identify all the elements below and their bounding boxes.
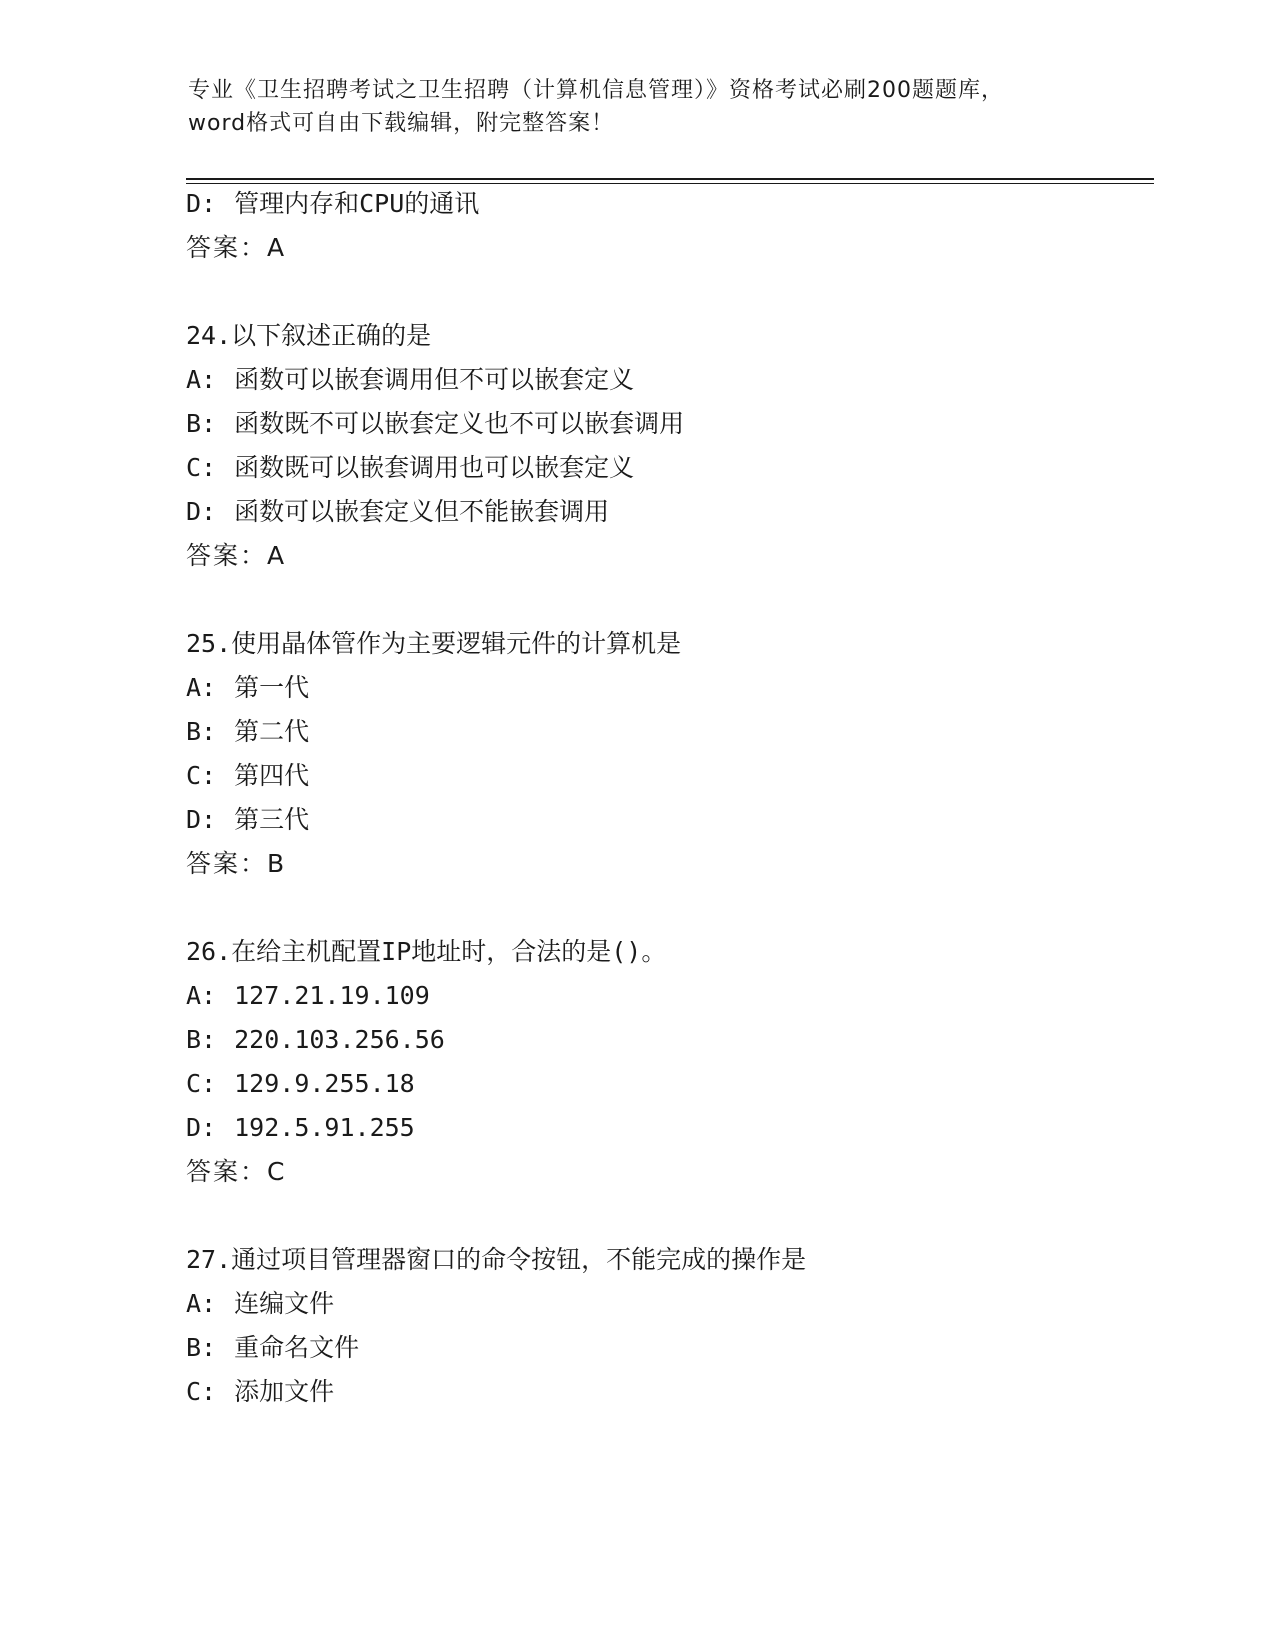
option-text: 连编文件 (234, 1289, 335, 1318)
option-text: 函数可以嵌套定义但不能嵌套调用 (234, 497, 610, 526)
question-25-option-d (186, 804, 309, 836)
question-25-option-b (186, 716, 309, 748)
option-label: C: (186, 761, 217, 790)
option-text: 192.5.91.255 (234, 1113, 415, 1142)
question-26-answer: 答案：C (186, 1157, 287, 1186)
question-25-answer: 答案：B (186, 849, 287, 878)
option-text: 第四代 (234, 761, 310, 790)
question-26-option-b (186, 1024, 445, 1056)
option-label: B: (186, 409, 217, 438)
question-26-option-a (186, 980, 430, 1012)
option-text: 管理内存和CPU的通讯 (234, 189, 480, 218)
prev-answer: 答案：A (186, 233, 287, 262)
option-label: A: (186, 1289, 217, 1318)
option-text: 函数可以嵌套调用但不可以嵌套定义 (234, 365, 635, 394)
document-header (188, 74, 1088, 140)
question-26-stem: 26.在给主机配置IP地址时，合法的是()。 (186, 937, 667, 966)
question-24-stem: 24.以下叙述正确的是 (186, 321, 432, 350)
question-27-option-b (186, 1332, 359, 1364)
option-text: 220.103.256.56 (234, 1025, 445, 1054)
question-25-option-c (186, 760, 309, 792)
header-divider (186, 178, 1154, 180)
option-text: 重命名文件 (234, 1333, 360, 1362)
option-label: D: (186, 189, 217, 218)
option-text: 第三代 (234, 805, 310, 834)
option-text: 127.21.19.109 (234, 981, 430, 1010)
option-label: A: (186, 981, 217, 1010)
option-label: B: (186, 717, 217, 746)
option-label: D: (186, 497, 217, 526)
question-24-answer: 答案：A (186, 541, 287, 570)
option-label: C: (186, 1377, 217, 1406)
option-label: D: (186, 1113, 217, 1142)
question-26-option-d (186, 1112, 415, 1144)
question-27-option-a (186, 1288, 334, 1320)
option-label: C: (186, 1069, 217, 1098)
option-text: 添加文件 (234, 1377, 335, 1406)
option-text: 第二代 (234, 717, 310, 746)
question-25-option-a (186, 672, 309, 704)
prev-option-d (186, 188, 479, 220)
option-label: D: (186, 805, 217, 834)
option-label: A: (186, 673, 217, 702)
option-label: B: (186, 1025, 217, 1054)
question-24-option-d (186, 496, 609, 528)
question-24-option-a (186, 364, 634, 396)
option-label: C: (186, 453, 217, 482)
option-label: A: (186, 365, 217, 394)
header-line-1: 专业《卫生招聘考试之卫生招聘（计算机信息管理）》资格考试必刷200题题库， (188, 78, 1004, 103)
header-line-2: word格式可自由下载编辑，附完整答案！ (188, 111, 615, 136)
option-text: 129.9.255.18 (234, 1069, 415, 1098)
question-25-stem: 25.使用晶体管作为主要逻辑元件的计算机是 (186, 629, 682, 658)
header-divider-thin (186, 183, 1154, 184)
question-26-option-c (186, 1068, 415, 1100)
option-label: B: (186, 1333, 217, 1362)
question-27-stem: 27.通过项目管理器窗口的命令按钮，不能完成的操作是 (186, 1245, 807, 1274)
option-text: 函数既不可以嵌套定义也不可以嵌套调用 (234, 409, 685, 438)
question-24-option-c (186, 452, 634, 484)
option-text: 第一代 (234, 673, 310, 702)
question-27-option-c (186, 1376, 334, 1408)
question-24-option-b (186, 408, 684, 440)
option-text: 函数既可以嵌套调用也可以嵌套定义 (234, 453, 635, 482)
